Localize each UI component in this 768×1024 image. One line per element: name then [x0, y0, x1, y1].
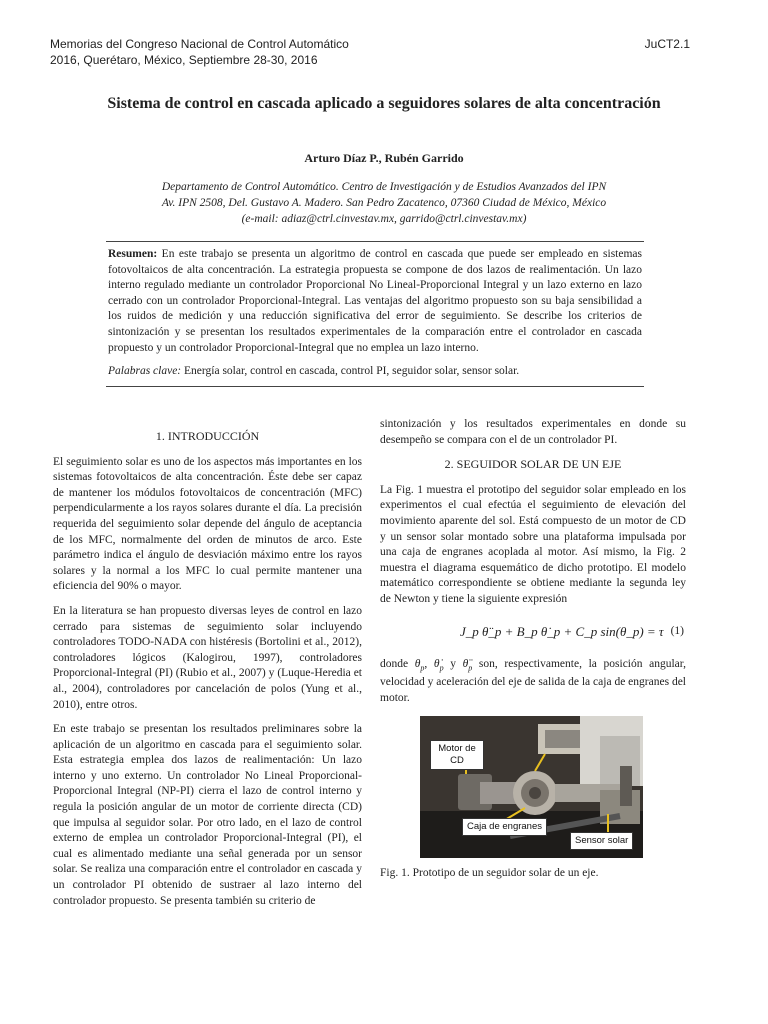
abstract-paragraph	[108, 247, 642, 356]
section-title-solar-tracker: 2. SEGUIDOR SOLAR DE UN EJE	[444, 457, 622, 472]
equation-1-expression: J_p θ̈_p + B_p θ̇_p + C_p sin(θ_p) = τ	[460, 623, 664, 639]
equation-1	[380, 617, 686, 647]
figure-label-motor: Motor de CD	[430, 740, 484, 770]
running-header	[50, 36, 349, 68]
intro-paragraph-3-continued: sintonización y los resultados experimentales en donde su desempeño se compara con el de un controlador PI.	[380, 418, 686, 446]
header-paper-code: JuCT2.1	[644, 37, 690, 51]
figure-label-sensor: Sensor solar	[570, 832, 633, 850]
keywords-label: Palabras clave:	[108, 365, 182, 378]
keywords	[108, 364, 642, 380]
section-title-introduction: 1. INTRODUCCIÓN	[155, 429, 260, 443]
intro-paragraph-2: En la literatura se han propuesto diversas leyes de control en lazo cerrado para sistemas de seguimiento solar incluyendo controladores TODO-NADA con histéresis (Bortolini et al., 2012), controladores lógicos (Kalogirou, 1997), controladores Proporcional-Integral (PI) (Rubio et al., 2007) y (Luque-Heredia et al., 2004), controladores por cancelación de polos (Yung et al., 2010), entre otros.	[53, 604, 362, 711]
intro-paragraph-3: En este trabajo se presentan los resultados preliminares sobre la aplicación de un algoritmo en cascada para el seguimiento solar. Esta estrategia emplea dos lazos de realimentación: Un lazo interno y uno externo. Un controlador No Lineal Proporcional-Proporcional Integral (NP-PI) cierra el lazo de control interno y regula la posición angular de un motor de corriente directa (CD) que impulsa al seguidor solar. Por otro lado, en el lazo de control externo de emplea un controlador Proporcional-Integral (PI), el cual es alimentado mediante una señal generada por un sensor solar. Se realiza una comparación entre el controlador en cascada y un controlador PI obtenido de sustraer al lazo interno del controlador propuesto. Se presenta también su criterio de	[53, 723, 362, 907]
affiliation-line-2: Av. IPN 2508, Del. Gustavo A. Madero. San Pedro Zacatenco, 07360 Ciudad de México, México	[161, 197, 607, 209]
affiliation-email: (e-mail: adiaz@ctrl.cinvestav.mx, garrido@ctrl.cinvestav.mx)	[241, 213, 527, 225]
header-conference: Memorias del Congreso Nacional de Control Automático	[50, 37, 349, 51]
intro-paragraph-1: El seguimiento solar es uno de los aspectos más importantes en los sistemas fotovoltaicos de alta concentración. Éste debe ser capaz de mantener los módulos fotovoltaicos de concentración (MFC) perpendicularmente a los rayos solares durante el día. La precisión requerida del seguimiento solar depende del ángulo de aceptancia de los MFC, normalmente del orden de minutos de arco. Este parámetro indica el ángulo de desviación máximo entre los rayos solares y la normal a los MFC lo cual permite mantener una eficiencia del 90% o mayor.	[53, 455, 362, 593]
tracker-paragraph-2: donde $\theta_p$, $\thetȧ_p$ y $\thetä_p$ son, respectivamente, la posición angular, velocidad y aceleración del eje de salida de la caja de engranes del motor.	[380, 657, 687, 705]
paper-authors: Arturo Díaz P., Rubén Garrido	[304, 151, 464, 165]
abstract-label: Resumen:	[108, 248, 158, 260]
abstract-text: En este trabajo se presenta un algoritmo de control en cascada que puede ser empleado en sistemas fotovoltaicos de alta concentración. La estrategia propuesta se compone de dos lazos de realimentación. Un lazo interno regulado mediante un controlador Proporcional No Lineal-Proporcional Integral y un lazo externo en lazo cerrado con un controlador Proporcional-Integral. Las ventajas del algoritmo propuesto son su baja sensibilidad a los ruidos de medición y una reducción significativa del error de seguimiento. Se describe los criterios de sintonización y se presentan los resultados experimentales de la comparación entre el controlador en cascada propuesto y un controlador Proporcional-Integral que no emplea un lazo interno.	[108, 248, 642, 354]
figure-1-caption: Fig. 1. Prototipo de un seguidor solar de un eje.	[380, 866, 599, 879]
abstract	[106, 241, 644, 387]
right-column	[380, 417, 686, 881]
figure-label-gearbox: Caja de engranes	[462, 818, 547, 836]
paper-title: Sistema de control en cascada aplicado a seguidores solares de alta concentración	[107, 95, 661, 112]
left-column	[53, 429, 362, 918]
figure-1-photo	[420, 716, 643, 858]
affiliation-line-1: Departamento de Control Automático. Centro de Investigación y de Estudios Avanzados del IPN	[161, 181, 607, 193]
tracker-paragraph-2-start: donde	[380, 657, 409, 670]
header-date-location: 2016, Querétaro, México, Septiembre 28-30, 2016	[50, 53, 318, 67]
equation-1-number: (1)	[670, 624, 684, 637]
tracker-paragraph-2-end: son, respectivamente, la posición angular, velocidad y aceleración del eje de salida de la caja de engranes del motor.	[380, 657, 687, 705]
keywords-text: Energía solar, control en cascada, control PI, seguidor solar, sensor solar.	[181, 365, 520, 378]
affiliation	[60, 179, 708, 227]
tracker-paragraph-1: La Fig. 1 muestra el prototipo del seguidor solar empleado en los experimentos el cual efectúa el seguimiento de elevación del movimiento aparente del sol. Está compuesto de un motor de CD y un sensor solar montado sobre una plataforma impulsada por una caja de engranes acoplada al motor. Así mismo, la Fig. 2 muestra el diagrama esquemático de dicho prototipo. El modelo matemático correspondiente se obtiene mediante la segunda ley de Newton y tiene la siguiente expresión	[380, 483, 686, 605]
